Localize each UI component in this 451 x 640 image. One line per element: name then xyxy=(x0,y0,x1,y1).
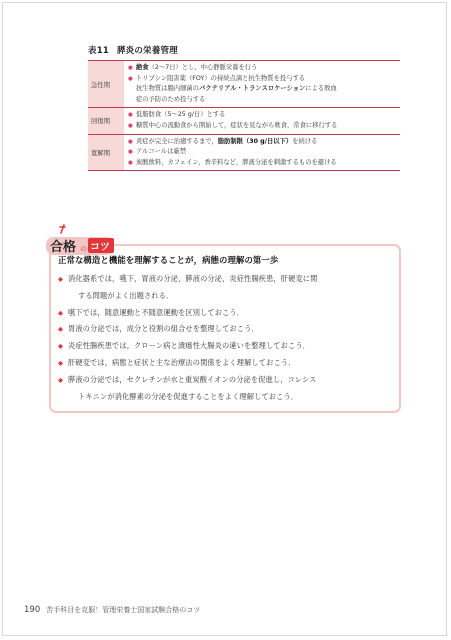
stage-items xyxy=(124,108,400,133)
bullet-icon: ● xyxy=(128,75,133,82)
nutrition-table xyxy=(88,60,400,171)
bold-term: バクテリアル・トランスロケーション xyxy=(198,85,306,93)
tip-text: 嚥下では，随意運動と不随意運動を区別しておこう． xyxy=(68,307,245,317)
stage-items xyxy=(124,135,400,171)
diamond-icon: ◆ xyxy=(58,275,64,283)
list-item-continued xyxy=(128,84,400,95)
tips-heading: 正常な構造と機能を理解することが，病態の理解の第一歩 xyxy=(58,255,279,265)
bullet-icon: ● xyxy=(128,122,133,129)
tip-text: 膵液の分泌では，セクレチンが水と重炭酸イオンの分泌を促進し，コレシス xyxy=(68,374,317,384)
list-item xyxy=(128,147,400,158)
diamond-icon: ◆ xyxy=(58,308,64,317)
item-text: アルコールは厳禁 xyxy=(136,148,186,156)
tip-item xyxy=(58,271,398,305)
list-item xyxy=(128,110,400,121)
page-number: 190 xyxy=(24,605,41,615)
diamond-icon: ◆ xyxy=(58,342,64,351)
item-text: を続ける xyxy=(292,137,318,145)
list-item xyxy=(128,158,400,169)
item-text: 低脂肪食（5～25 g/日）とする xyxy=(136,111,226,119)
table-row-recovery xyxy=(88,108,400,134)
page-footer xyxy=(24,605,200,615)
tips-tag-no: の xyxy=(80,245,87,253)
stage-label: 寛解期 xyxy=(88,135,124,171)
bullet-icon: ● xyxy=(128,112,133,119)
tip-item xyxy=(58,355,398,372)
tip-text-cont: する問題がよく出題される． xyxy=(78,290,174,300)
table-row-acute xyxy=(88,61,400,108)
book-title: 苦手科目を克服！管理栄養士国家試験合格のコツ xyxy=(46,606,201,614)
stage-label: 回復期 xyxy=(88,108,124,133)
list-item xyxy=(128,121,400,132)
tips-list xyxy=(58,271,398,405)
list-item xyxy=(128,63,400,74)
item-continuation: 症の予防のため投与する xyxy=(136,95,206,103)
tip-text-cont: トキニンが消化酵素の分泌を促進することをよく理解しておこう． xyxy=(78,391,299,401)
diamond-icon: ◆ xyxy=(58,375,64,384)
list-item xyxy=(128,137,400,148)
diamond-icon: ◆ xyxy=(58,325,64,334)
tip-text: 胃液の分泌では，成分と役割の組合せを整理しておこう． xyxy=(68,324,259,334)
bullet-icon: ● xyxy=(128,149,133,156)
tips-tag-kotsu: コツ xyxy=(90,242,110,253)
item-text: トリプシン阻害薬（FOY）の持続点滴と抗生物質を投与する xyxy=(136,74,306,82)
item-text: 炎症が完全に治癒するまで， xyxy=(136,137,218,145)
diamond-icon: ◆ xyxy=(58,358,64,367)
tip-item xyxy=(58,372,398,406)
tip-item xyxy=(58,305,398,322)
bullet-icon: ● xyxy=(128,138,133,145)
tip-item xyxy=(58,321,398,338)
table-title xyxy=(88,44,178,56)
item-text: 炭酸飲料，カフェイン，香辛料など，膵液分泌を刺激するものを避ける xyxy=(136,158,337,166)
tip-text: 肝硬変では，病態と症状と主な治療法の関係をよく理解しておこう． xyxy=(68,357,296,367)
stage-label: 急性期 xyxy=(88,61,124,107)
item-text: 糖質中心の流動食から開始して，症状を見ながら軟食，常食に移行する xyxy=(136,121,338,129)
item-text: 抗生物質は腸内細菌の xyxy=(136,85,199,93)
bullet-icon: ● xyxy=(128,159,133,166)
bold-term: 脂肪制限（30 g/日以下） xyxy=(217,137,293,145)
stage-items xyxy=(124,61,400,107)
item-text: による敗血 xyxy=(305,85,337,93)
tip-text: 炎症性腸疾患では，クローン病と潰瘍性大腸炎の違いを整理しておこう． xyxy=(68,341,310,351)
table-row-remission xyxy=(88,135,400,171)
bullet-icon: ● xyxy=(128,65,133,71)
item-text: （2～7日）とし，中心静脈栄養を行う xyxy=(148,64,258,71)
table-title-text: 膵炎の栄養管理 xyxy=(116,46,178,56)
tip-item xyxy=(58,338,398,355)
tips-tag-logo xyxy=(44,223,124,257)
list-item xyxy=(128,74,400,85)
tips-tag-main: 合格 xyxy=(50,240,77,255)
bold-term: 絶食 xyxy=(136,64,149,71)
table-number: 表11 xyxy=(88,46,109,56)
tip-text: 消化器系では，嚥下，胃液の分泌，膵液の分泌，炎症性腸疾患，肝硬変に関 xyxy=(68,274,318,283)
